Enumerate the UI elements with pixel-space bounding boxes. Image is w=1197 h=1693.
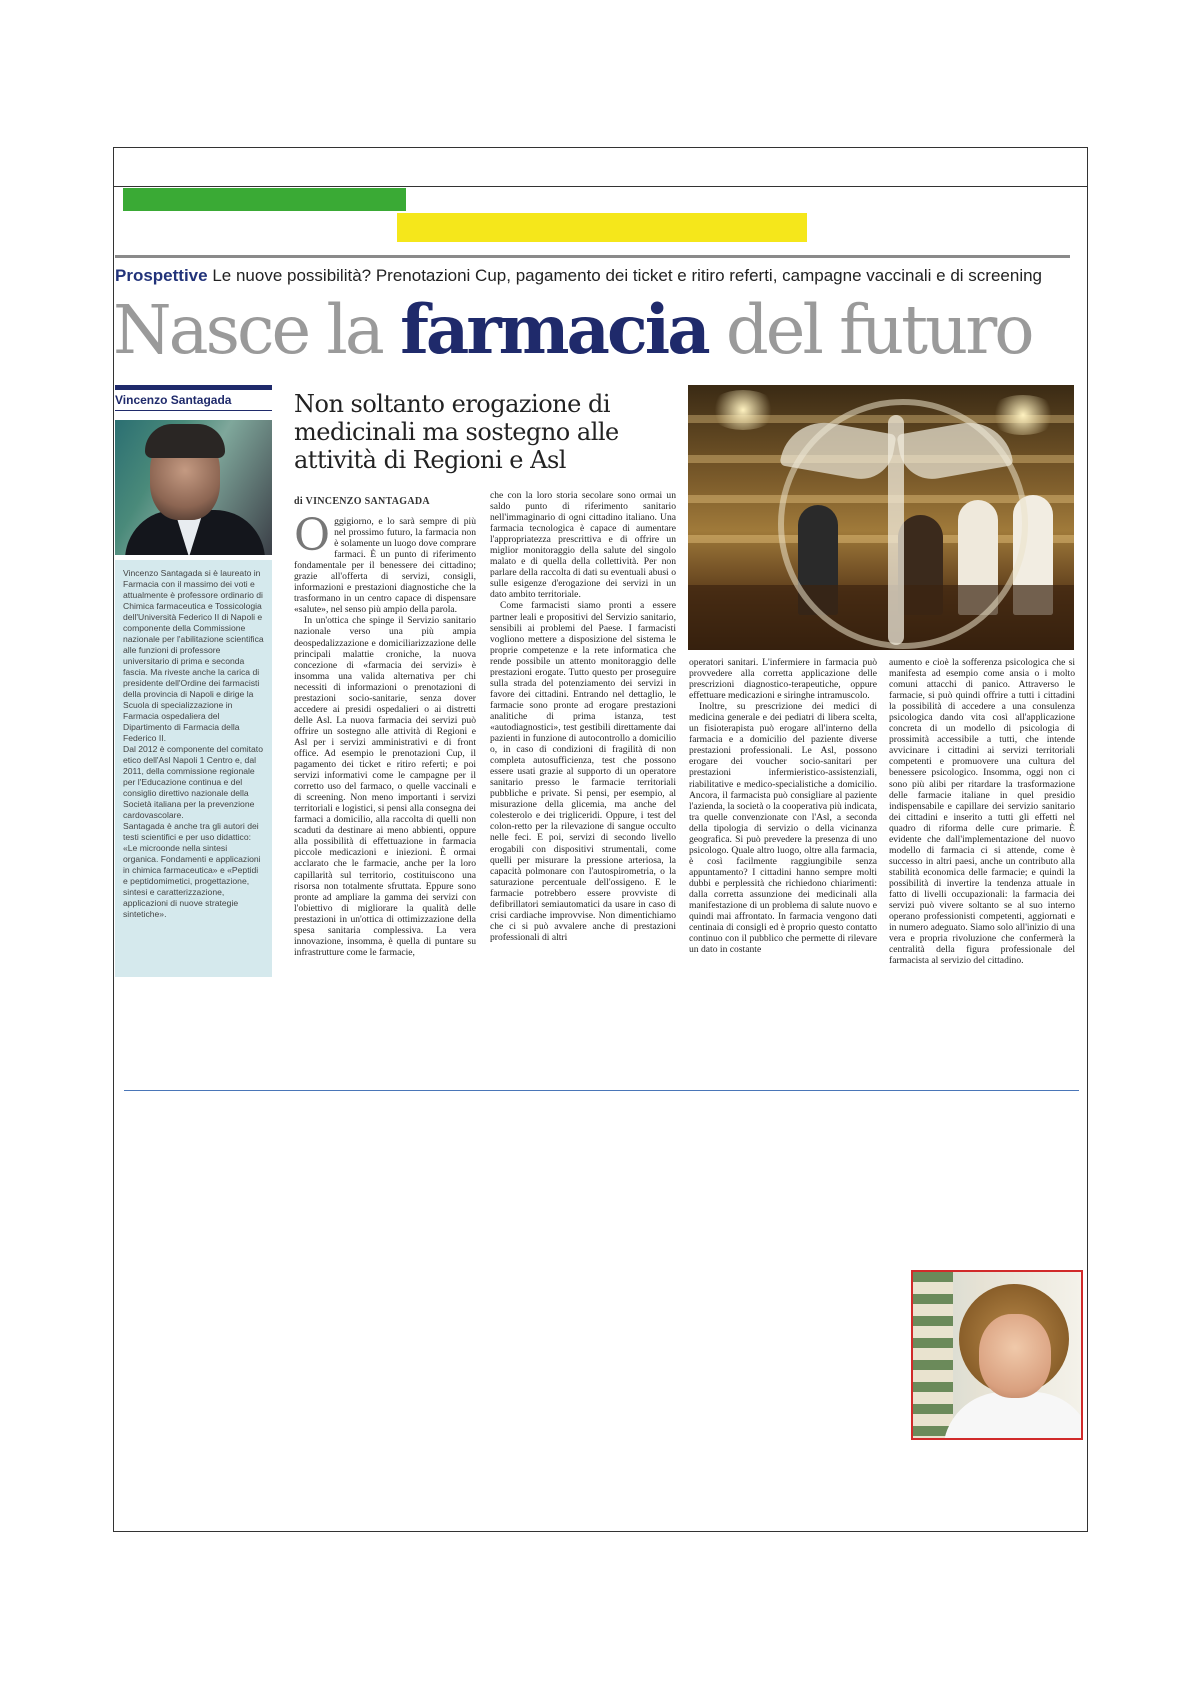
- bio-paragraph: Santagada è anche tra gli autori dei testi scientifici e per uso didattico: «Le microonde nella sintesi organica. Fondamenti e applicazioni in chimica farmaceutica» e «Peptidi e peptidomimetici, progettazione, sintesi e caratterizzazione, applicazioni di nuove strategie sintetiche».: [123, 821, 261, 919]
- paragraph: In un'ottica che spinge il Servizio sanitario nazionale verso una più ampia deospedalizzazione e domiciliarizzazione delle principali malattie croniche, la nuova concezione di «farmacia dei servizi» è insomma una valida alternativa per chi necessiti di informazioni o prenotazioni di prestazioni socio-sanitarie, senza dover accedere ai presidi ospedalieri o ai distretti delle Asl. La nuova farmacia dei servizi può offrire un sostegno alle attività di Regioni e Asl per i servizi amministrativi e di front office. Ad esempio le prenotazioni Cup, il pagamento dei ticket e ritiro referti; e poi servizi informativi come le campagne per il corretto uso del farmaco, o quelle vaccinali e di screening. Non meno importanti i servizi territoriali e logistici, si pensi alla consegna dei farmaci a domicilio, alla raccolta di quelli non scaduti da destinare ai meno abbienti, oppure alla possibilità di effettuazione in farmacia piccole medicazioni e iniezioni. È ormai acclarato che le farmacie, anche per la loro capillarità sul territorio, costituiscono una risorsa non totalmente sfruttata. Eppure sono pronte ad ampliare la gamma dei servizi con l'obiettivo di migliorare la qualità delle prestazioni in un'ottica di ottimizzazione della spesa sanitaria complessiva. La vera innovazione, insomma, è quella di puntare su infrastrutture come le farmacie,: [294, 615, 476, 958]
- kicker-label: Prospettive: [115, 266, 208, 285]
- blue-divider: [124, 1090, 1079, 1091]
- inset-portrait-image: [911, 1270, 1083, 1440]
- paragraph: aumento e cioè la sofferenza psicologica che si manifesta ad esempio come ansia o i molto comuni attacchi di panico. Attraverso le farmacie, si può quindi offrire a tutti i cittadini la possibilità di accedere a una consulenza psicologica dando vita così all'applicazione concreta di un modello di psicologia di prossimità accessibile a tutti, che intende avvicinare i cittadini ai servizi territoriali competenti e promuovere una cultura del benessere psicologico. Insomma, oggi non ci sono più alibi per ritardare la trasformazione delle farmacie italiane in quel presidio indispensabile e capillare dei servizio sanitario dei cittadini e inserito a tutti gli effetti nel quadro di riforma delle cure primarie. È evidente che dall'implementazione del nuovo modello di farmacia ci si attende, come è successo in altri paesi, anche un contributo alla stabilità economica delle farmacie; e quindi la possibilità di invertire la tendenza attuale in fatto di livelli occupazionali: la farmacia dei servizi può vivere soltanto se al suo interno operano professionisti competenti, aggiornati e in numero adeguato. Siamo solo all'inizio di una vera e propria rivoluzione che confermerà la centralità della figura professionale del farmacista al servizio del cittadino.: [889, 657, 1075, 967]
- author-name: Vincenzo Santagada: [115, 390, 272, 411]
- article-column-4: [889, 657, 1075, 978]
- frame-divider: [113, 186, 1088, 187]
- headline-part2: del futuro: [707, 291, 1032, 369]
- article-column-2: [490, 490, 676, 978]
- article-column-3: [689, 657, 877, 978]
- bio-paragraph: Vincenzo Santagada si è laureato in Farmacia con il massimo dei voti e attualmente è professore ordinario di Chimica farmaceutica e Tossicologia dell'Università Federico II di Napoli e componente della Commissione nazionale per l'abilitazione scientifica alle funzioni di professore universitario di prima e seconda fascia. Ma riveste anche la carica di presidente dell'Ordine dei farmacisti della provincia di Napoli e dirige la Scuola di specializzazione in Farmacia ospedaliera del Dipartimento di Farmacia della Federico II.: [123, 568, 264, 743]
- article-subhead: Non soltanto erogazione di medicinali ma sostegno alle attività di Regioni e Asl: [294, 390, 619, 474]
- green-highlight-bar: [123, 188, 406, 211]
- drop-cap: O: [294, 516, 331, 561]
- yellow-highlight-bar: [397, 213, 807, 242]
- headline-highlight: farmacia: [400, 290, 708, 369]
- paragraph: Come farmacisti siamo pronti a essere partner leali e propositivi del Servizio sanitario, sensibili ai problemi del Paese. I farmacisti vogliono mettere a disposizione del sistema le proprie competenze e la rete informatica che rende possibile un attento monitoraggio delle prestazioni erogate. Tutto questo per proseguire sulla strada del potenziamento dei servizi in favore dei cittadini. Entrando nel dettaglio, le farmacie sono pronte ad erogare prestazioni analitiche di prima istanza, test «autodiagnostici», test gestibili direttamente dai pazienti in funzione di autocontrollo a domicilio o, in caso di condizioni di fragilità di non completa autosufficienza, test che possono essere usati grazie al supporto di un operatore sanitario presso le farmacie territoriali pubbliche e private. Si pensi, per esempio, al misurazione della glicemia, ma anche del colesterolo e dei trigliceridi. Oppure, i test del colon-retto per la rilevazione di sangue occulto nelle feci. E poi, servizi di secondo livello erogabili con dispositivi strumentali, come quelli per misurare la pressione arteriosa, la capacità polmonare con l'autospirometria, o la saturazione percentuale dell'ossigeno. E le farmacie potrebbero essere provviste di defibrillatori semiautomatici da usare in caso di crisi cardiache improvvise. Non dimentichiamo che ci si può avvalere anche di prestazioni professionali di altri: [490, 600, 676, 943]
- headline: [113, 290, 1093, 370]
- author-box: [115, 385, 272, 411]
- headline-part1: Nasce la: [113, 291, 401, 369]
- paragraph: Inoltre, su prescrizione dei medici di medicina generale e dei pediatri di libera scelta, un fisioterapista può erogare all'interno della farmacia e a domicilio del paziente diverse prestazioni professionali. Le Asl, possono erogare dei voucher socio-sanitari per prestazioni infermieristico-assistenziali, riabilitative e medico-specialistiche a domicilio. Ancora, il farmacista può consigliare al paziente l'azienda, la società o la cooperativa più indicata, tra quelle convenzionate con l'Asl, a seconda della tipologia di servizio o della vicinanza geografica. Si può prevedere la presenza di uno psicologo. Quale altro luogo, oltre alla farmacia, è così facilmente raggiungibile senza appuntamento? I cittadini hanno sempre molti dubbi e perplessità che richiedono chiarimenti: dalla corretta assunzione dei medicinali alla manifestazione di un problema di salute nuovo e quindi mai affrontato. In farmacia vengono dati centinaia di consigli ed è proprio questo contatto continuo con il pubblico che permette di rilevare un dato in costante: [689, 701, 877, 956]
- paragraph: operatori sanitari. L'infermiere in farmacia può provvedere alla corretta applicazione delle prescrizioni diagnostico-terapeutiche, oppure effettuare medicazioni e siringhe intramuscolo.: [689, 657, 877, 702]
- author-portrait-image: [115, 420, 272, 555]
- bio-paragraph: Dal 2012 è componente del comitato etico dell'Asl Napoli 1 Centro e, dal 2011, della commissione regionale per l'Educazione continua e del consiglio direttivo nazionale della Società italiana per la prevenzione cardovascolare.: [123, 744, 263, 820]
- author-bio: [115, 560, 272, 977]
- paragraph: che con la loro storia secolare sono ormai un saldo punto di riferimento sanitario nell'immaginario di ogni cittadino italiano. Una farmacia tecnologica è capace di aumentare l'appropriatezza prescrittiva e di offrire un miglior monitoraggio della salute del singolo malato e di quella della collettività. Per non parlare della raccolta di dati su eventuali abusi o sulle esigenze d'erogazione dei servizi in un dato ambito territoriale.: [490, 490, 676, 601]
- kicker-line: [115, 266, 1075, 292]
- pharmacy-photo: [688, 385, 1074, 650]
- article-byline: di VINCENZO SANTAGADA: [294, 496, 430, 507]
- article-column-1: [294, 516, 476, 978]
- kicker-text: Le nuove possibilità? Prenotazioni Cup, pagamento dei ticket e ritiro referti, campagne vaccinali e di screening: [212, 266, 1043, 285]
- section-rule: [115, 255, 1070, 258]
- paragraph: ggigiorno, e lo sarà sempre di più nel prossimo futuro, la farmacia non è solamente un luogo dove comprare farmaci. È un punto di riferimento fondamentale per il benessere dei cittadino; grazie all'offerta di servizi, consigli, informazioni e prestazioni diagnostiche che la trasformano in un centro capace di dispensare «salute», nel senso più ampio della parola.: [294, 516, 476, 616]
